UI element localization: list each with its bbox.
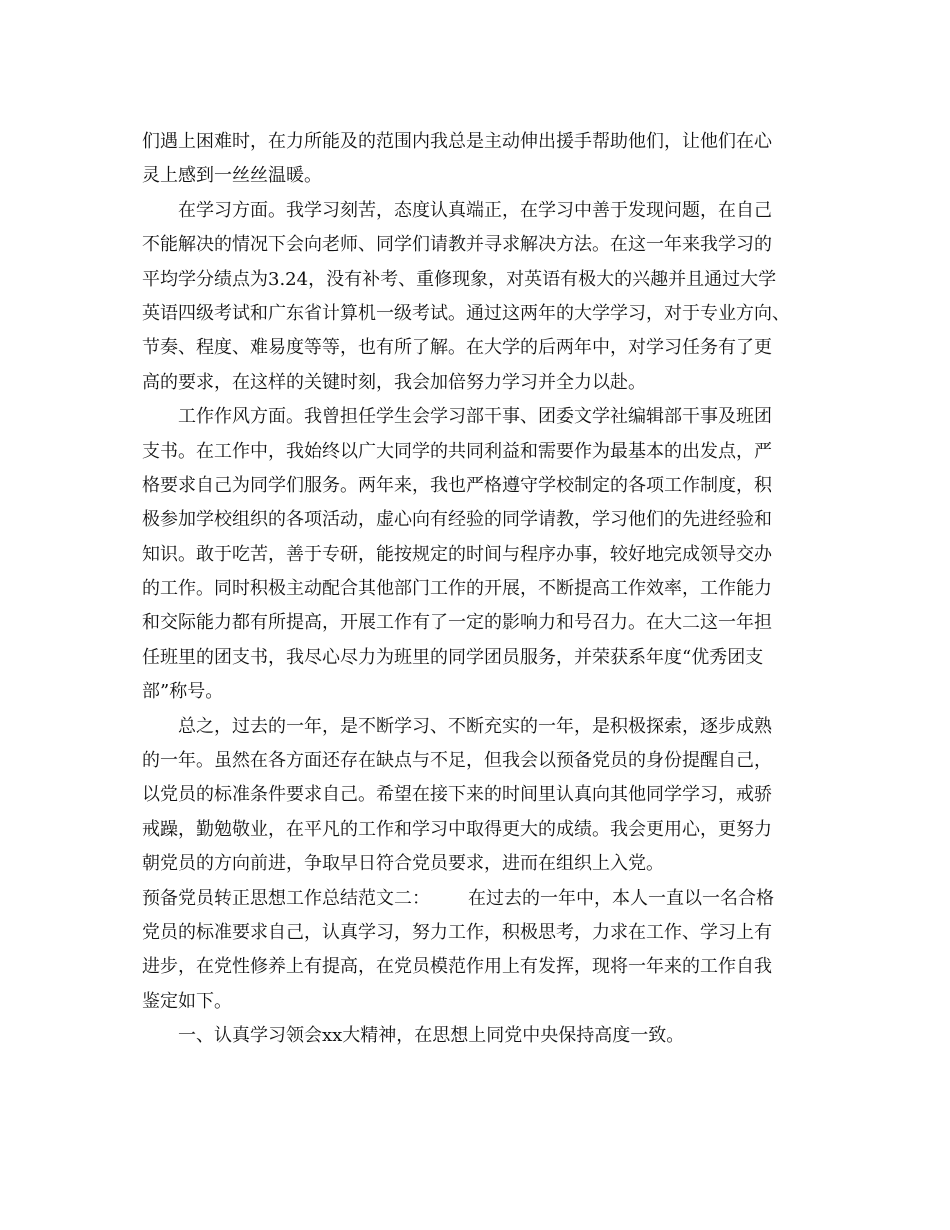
section-two-first-line-rest: 在过去的一年中，本人一直以一名合格 <box>468 887 774 909</box>
text-line: 的一年。虽然在各方面还存在缺点与不足，但我会以预备党员的身份提醒自己， <box>142 750 772 772</box>
paragraph-summary <box>142 710 812 882</box>
text-line: 知识。敢于吃苦，善于专研，能按规定的时间与程序办事，较好地完成领导交办 <box>142 543 772 565</box>
text-line: 鉴定如下。 <box>142 990 232 1012</box>
document-body <box>142 125 812 1054</box>
text-line: 总之，过去的一年，是不断学习、不断充实的一年，是积极探索，逐步成熟 <box>178 715 772 737</box>
text-line: 和交际能力都有所提高，开展工作有了一定的影响力和号召力。在大二这一年担 <box>142 612 772 634</box>
text-line: 平均学分绩点为3.24，没有补考、重修现象，对英语有极大的兴趣并且通过大学 <box>142 268 777 290</box>
text-line: 戒躁，勤勉敬业，在平凡的工作和学习中取得更大的成绩。我会更用心，更努力 <box>142 818 772 840</box>
text-line: 部”称号。 <box>142 681 224 703</box>
text-line: 节奏、程度、难易度等等，也有所了解。在大学的后两年中，对学习任务有了更 <box>142 337 772 359</box>
section-two <box>142 882 812 1020</box>
text-line: 工作作风方面。我曾担任学生会学习部干事、团委文学社编辑部干事及班团 <box>178 406 772 428</box>
text-line: 以党员的标准条件要求自己。希望在接下来的时间里认真向其他同学学习，戒骄 <box>142 784 772 806</box>
text-line: 的工作。同时积极主动配合其他部门工作的开展，不断提高工作效率，工作能力 <box>142 578 772 600</box>
text-line: 高的要求，在这样的关键时刻，我会加倍努力学习并全力以赴。 <box>142 371 646 393</box>
text-line: 支书。在工作中，我始终以广大同学的共同利益和需要作为最基本的出发点，严 <box>142 440 772 462</box>
text-line: 不能解决的情况下会向老师、同学们请教并寻求解决方法。在这一年来我学习的 <box>142 234 772 256</box>
section-two-title: 预备党员转正思想工作总结范文二： <box>142 887 430 909</box>
text-line: 在学习方面。我学习刻苦，态度认真端正，在学习中善于发现问题，在自己 <box>178 199 772 221</box>
text-line: 格要求自己为同学们服务。两年来，我也严格遵守学校制定的各项工作制度，积 <box>142 474 772 496</box>
section-two-first-line <box>142 882 812 916</box>
paragraph-study <box>142 194 812 400</box>
text-line: 朝党员的方向前进，争取早日符合党员要求，进而在组织上入党。 <box>142 853 664 875</box>
heading-one-block <box>142 1019 812 1053</box>
paragraph-continuation <box>142 125 812 194</box>
text-line: 进步，在党性修养上有提高，在党员模范作用上有发挥，现将一年来的工作自我 <box>142 956 772 978</box>
text-line: 英语四级考试和广东省计算机一级考试。通过这两年的大学学习，对于专业方向、 <box>142 302 790 324</box>
text-line: 任班里的团支书，我尽心尽力为班里的同学团员服务，并荣获系年度“优秀团支 <box>142 646 764 668</box>
paragraph-work-style <box>142 400 812 710</box>
heading-one: 一、认真学习领会xx大精神，在思想上同党中央保持高度一致。 <box>178 1025 685 1047</box>
text-line: 灵上感到一丝丝温暖。 <box>142 165 322 187</box>
text-line: 极参加学校组织的各项活动，虚心向有经验的同学请教，学习他们的先进经验和 <box>142 509 772 531</box>
text-line: 党员的标准要求自己，认真学习，努力工作，积极思考，力求在工作、学习上有 <box>142 921 772 943</box>
text-line: 们遇上困难时，在力所能及的范围内我总是主动伸出援手帮助他们，让他们在心 <box>142 131 772 152</box>
